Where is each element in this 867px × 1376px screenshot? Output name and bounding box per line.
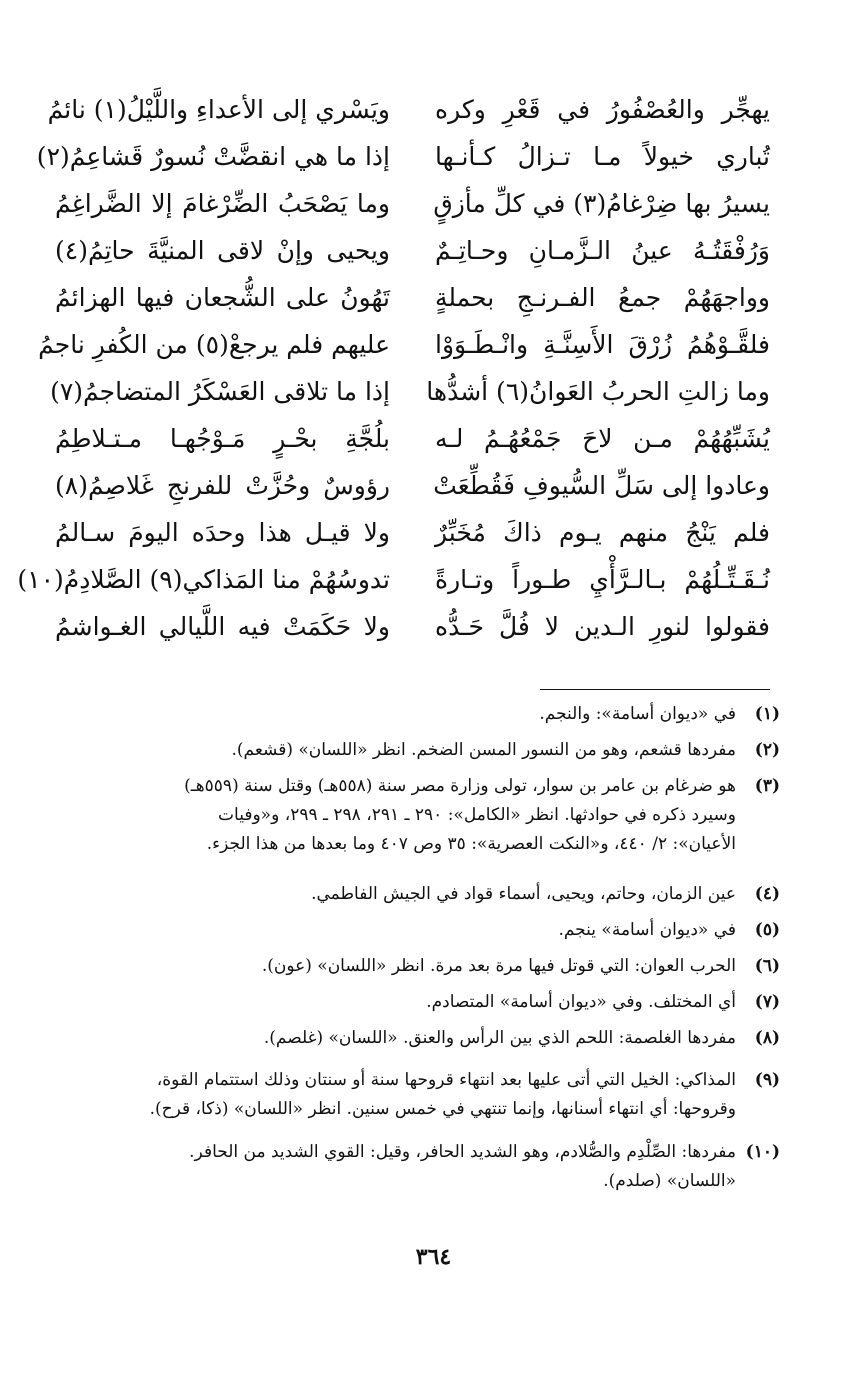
- verse-first-hemistich: وما زالتِ الحربُ العَوانُ(٦) أشدُّها: [426, 377, 770, 406]
- footnote-text: المذاكي: الخيل التي أتى عليها بعد انتهاء قروحها سنة أو سنتان وذلك استتمام القوة،: [156, 1070, 736, 1090]
- footnote-number: (٣): [754, 776, 780, 796]
- verse-first-hemistich: فقولوا لنورِ الـدين لا فُلَّ حَـدُّه: [435, 612, 770, 641]
- footnote-text: وقروحها: أي انتهاء أسنانها، وإنما تنتهي في خمس سنين. انظر «اللسان» (ذكا، قرح).: [149, 1099, 736, 1119]
- verse-first-hemistich: وعادوا إلى سَلِّ السُّيوفِ فَقُطِّعَتْ: [433, 471, 770, 500]
- poem: [17, 86, 770, 666]
- footnote-text: أي المختلف. وفي «ديوان أسامة» المتصادم.: [426, 992, 736, 1012]
- footnote-text: عين الزمان، وحاتم، ويحيى، أسماء قواد في الجيش الفاطمي.: [311, 884, 736, 904]
- verse-first-hemistich: يُشَبِّهُهُمْ مـن لاحَ جَمْعُهُـمُ لـه: [435, 424, 770, 453]
- footnote-text: الحرب العوان: التي قوتل فيها مرة بعد مرة. انظر «اللسان» (عون).: [261, 956, 736, 976]
- verse-second-hemistich: ويَسْري إلى الأعداءِ واللَّيْلُ(١) نائمُ: [47, 95, 390, 124]
- footnote-text: مفردها: الصِّلْدِم والصُّلادم، وهو الشديد الحافر، وقيل: القوي الشديد من الحافر.: [189, 1142, 736, 1162]
- footnote-number: (٥): [754, 920, 780, 940]
- verse-second-hemistich: ولا قيـل هذا وحدَه اليومَ سـالمُ: [55, 518, 390, 547]
- verse-first-hemistich: نُـقَـتِّـلُهُمْ بـالـرَّأْيِ طـوراً وتـارةً: [435, 565, 770, 594]
- verse-line: [36, 133, 770, 185]
- verse-first-hemistich: يسيرُ بها ضِرْغامُ(٣) في كلِّ مأزقٍ: [433, 189, 770, 218]
- verse-first-hemistich: تُباري خيولاً مـا تـزالُ كـأنـها: [435, 142, 770, 171]
- footnote-text: «اللسان» (صلدم).: [603, 1171, 736, 1191]
- footnote: [60, 736, 780, 765]
- footnote: [60, 700, 780, 729]
- footnote-number: (٦): [754, 956, 780, 976]
- footnote-text: مفردها الغلصمة: اللحم الذي بين الرأس والعنق. «اللسان» (غلصم).: [263, 1028, 736, 1048]
- footnote-text: هو ضرغام بن عامر بن سوار، تولى وزارة مصر سنة (٥٥٨هـ) وقتل سنة (٥٥٩هـ): [184, 776, 736, 796]
- verse-line: [55, 227, 770, 279]
- verse-line: [55, 509, 770, 561]
- verse-second-hemistich: بلُجَّةِ بحْـرٍ مَـوْجُهـا مـتـلاطِمُ: [55, 424, 390, 453]
- verse-first-hemistich: فلم يَنْجُ منهم يـوم ذاكَ مُخَبِّرٌ: [435, 518, 770, 547]
- verse-line: [17, 556, 770, 608]
- verse-second-hemistich: تَهُونُ على الشُّجعان فيها الهزائمُ: [55, 283, 390, 312]
- footnote-text: وسيرد ذكره في حوادثها. انظر «الكامل»: ٢٩٠ ـ ٢٩١، ٢٩٨ ـ ٢٩٩، و«وفيات: [218, 805, 736, 825]
- footnote-text: مفردها قشعم، وهو من النسور المسن الضخم. انظر «اللسان» (قشعم).: [231, 740, 736, 760]
- verse-first-hemistich: يهجِّر والعُصْفُورُ في قَعْرِ وكره: [435, 95, 770, 124]
- verse-second-hemistich: عليهم فلم يرجعْ(٥) من الكُفرِ ناجمُ: [38, 330, 390, 359]
- verse-second-hemistich: ويحيى وإنْ لاقى المنيَّةَ حاتِمُ(٤): [55, 236, 390, 265]
- verse-line: [55, 415, 770, 467]
- verse-second-hemistich: إذا ما هي انقضَّتْ نُسورٌ قَشاعِمُ(٢): [36, 142, 390, 171]
- footnote-number: (٢): [754, 740, 780, 760]
- verse-line: [55, 180, 770, 232]
- verse-line: [55, 603, 770, 655]
- verse-line: [55, 274, 770, 326]
- footnote-number: (١٠): [745, 1142, 780, 1162]
- verse-second-hemistich: ولا حَكَمَتْ فيه اللَّيالي الغـواشمُ: [55, 612, 390, 641]
- footnote: [60, 916, 780, 945]
- footnote: [60, 1024, 780, 1053]
- footnote-number: (٤): [754, 884, 780, 904]
- footnote-separator: [540, 689, 770, 690]
- footnote-number: (١): [754, 704, 780, 724]
- footnote: [60, 988, 780, 1017]
- footnote: [60, 880, 780, 909]
- footnote: [60, 952, 780, 981]
- footnote: [60, 772, 780, 859]
- verse-line: [47, 86, 770, 138]
- verse-line: [55, 462, 770, 514]
- verse-line: [38, 321, 770, 373]
- footnote-number: (٩): [754, 1070, 780, 1090]
- verse-first-hemistich: وواجهَهُمْ جمعُ الفـرنـجِ بحملةٍ: [435, 283, 770, 312]
- footnote-number: (٨): [754, 1028, 780, 1048]
- page-number: ٣٦٤: [415, 1244, 452, 1270]
- footnote: [60, 1066, 780, 1124]
- verse-second-hemistich: رؤوسٌ وحُزَّتْ للفرنجِ غَلاصِمُ(٨): [55, 471, 390, 500]
- footnote-text: في «ديوان أسامة» ينجم.: [558, 920, 736, 940]
- verse-second-hemistich: إذا ما تلاقى العَسْكَرُ المتضاجمُ(٧): [50, 377, 390, 406]
- verse-first-hemistich: فلقَّـوْهُمُ زُرْقَ الأَسِنَّـةِ وانْـطَـوَوْا: [435, 330, 770, 359]
- verse-second-hemistich: وما يَصْحَبُ الضِّرْغامَ إلا الضَّراغِمُ: [55, 189, 390, 218]
- footnote: [60, 1138, 780, 1196]
- footnote-number: (٧): [754, 992, 780, 1012]
- verse-second-hemistich: تدوسُهُمْ منا المَذاكي(٩) الصَّلادِمُ(١٠): [17, 565, 390, 594]
- footnote-text: في «ديوان أسامة»: والنجم.: [539, 704, 736, 724]
- footnote-text: الأعيان»: ٢/ ٤٤٠، و«النكت العصرية»: ٣٥ وص ٤٠٧ وما بعدها من هذا الجزء.: [206, 834, 736, 854]
- verse-line: [50, 368, 770, 420]
- verse-first-hemistich: وَرُفْقَتُـهُ عينُ الـزَّمـانِ وحـاتِـمٌ: [435, 236, 770, 265]
